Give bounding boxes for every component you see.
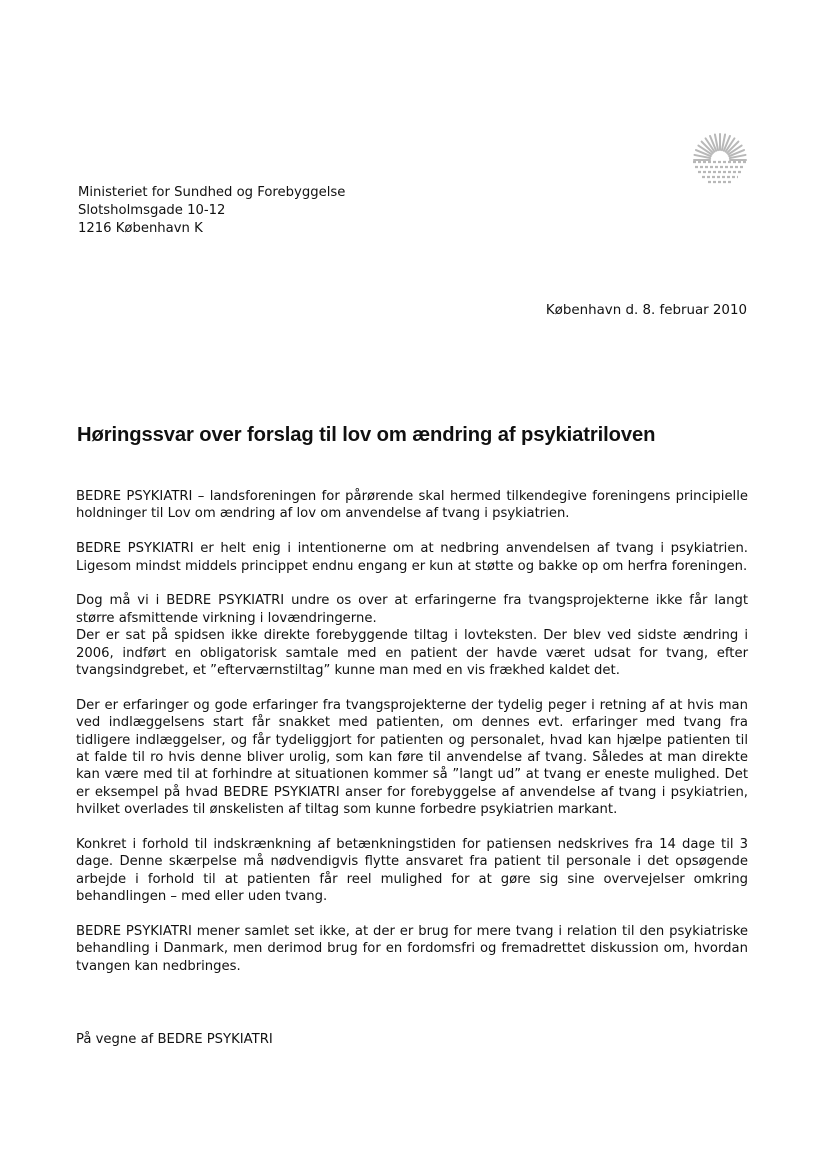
paragraph-experience: Der er erfaringer og gode erfaringer fra tvangsprojekterne der tydelig peger i retning af at hvis man ved indlæggelsens start får snakket med patienten, om dennes evt. erfaringer med tvang fra tidligere indlæggelser, og får tydeliggjort for patienten og personalet, hvad kan hjælpe patienten til at falde til ro hvis denne bliver urolig, som kan føre til anvendelse af tvang. Således at man direkte kan være med til at forhindre at situationen kommer så ”langt ud” at tvang er eneste mulighed. Det er eksempel på hvad BEDRE PSYKIATRI anser for forebyggelse af anvendelse af tvang i psykiatrien, hvilket overlades til ønskelisten af tiltag som kunne forbedre psykiatrien markant. bbox=[76, 697, 748, 818]
letter-body bbox=[76, 488, 748, 975]
recipient-street: Slotsholmsgade 10-12 bbox=[78, 203, 226, 218]
recipient-name: Ministeriet for Sundhed og Forebyggelse bbox=[78, 185, 346, 200]
closing-signature: På vegne af BEDRE PSYKIATRI bbox=[76, 1032, 273, 1047]
recipient-city: 1216 København K bbox=[78, 221, 203, 236]
paragraph-reflection-time: Konkret i forhold til indskrænkning af betænkningstiden for patiensen nedskrives fra 14 dage til 3 dage. Denne skærpelse må nødvendigvis flytte ansvaret fra patient til personale i det opsøgende arbejde i forhold til at patienten får reel mulighed for at gøre sig sine overvejelser omkring behandlingen – med eller uden tvang. bbox=[76, 837, 748, 905]
paragraph-concern: Dog må vi i BEDRE PSYKIATRI undre os over at erfaringerne fra tvangsprojekterne ikke får langt større afsmittende virkning i lovændringerne. bbox=[76, 593, 748, 626]
letter-title: Høringssvar over forslag til lov om ændring af psykiatriloven bbox=[77, 424, 656, 446]
letter-date: København d. 8. februar 2010 bbox=[545, 303, 747, 318]
paragraph-intro: BEDRE PSYKIATRI – landsforeningen for pårørende skal hermed tilkendegive foreningens principielle holdninger til Lov om ændring af lov om anvendelse af tvang i psykiatrien. bbox=[76, 489, 748, 522]
paragraph-conclusion: BEDRE PSYKIATRI mener samlet set ikke, at der er brug for mere tvang i relation til den psykiatriske behandling i Danmark, men derimod brug for en fordomsfri og fremadrettet diskussion om, hvordan tvangen kan nedbringes. bbox=[76, 924, 748, 974]
paragraph-preventive: Der er sat på spidsen ikke direkte forebyggende tiltag i lovteksten. Der blev ved sidste ændring i 2006, indført en obligatorisk samtale med en patient der havde været udsat for tvang, efter tvangsindgrebet, et ”efterværnstiltag” kunne man med en vis frækhed kaldet det. bbox=[76, 628, 748, 679]
recipient-address bbox=[78, 184, 345, 238]
paragraph-agreement: BEDRE PSYKIATRI er helt enig i intentionerne om at nedbring anvendelsen af tvang i psykiatrien. Ligesom mindst middels princippet endnu engang er kun at støtte og bakke op om herfra foreningen. bbox=[76, 541, 748, 574]
sunrise-logo-icon bbox=[690, 126, 750, 188]
